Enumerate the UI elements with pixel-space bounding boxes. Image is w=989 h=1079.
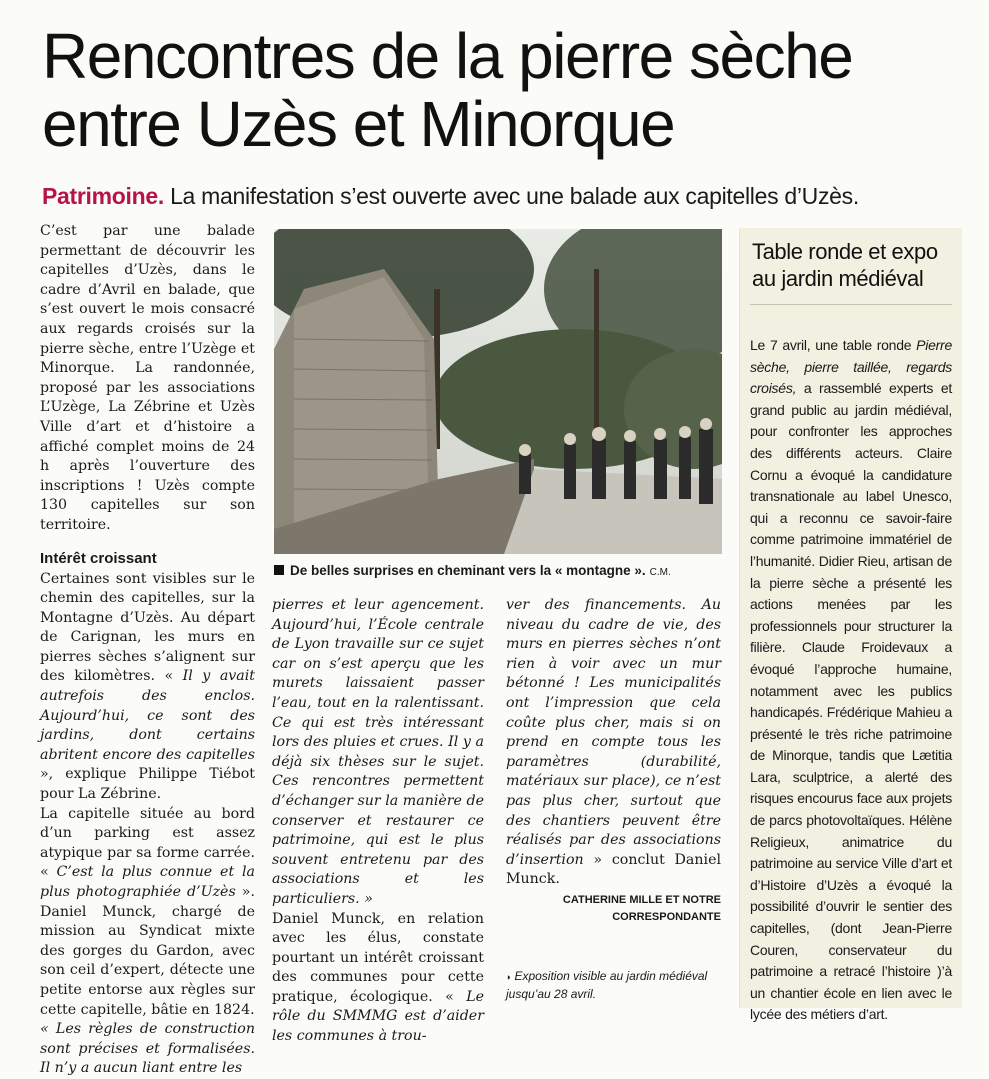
exhibition-note [506, 968, 726, 1003]
paragraph-parking [40, 805, 255, 1021]
sidebar-divider [750, 304, 952, 305]
photo-credit: C.M. [649, 567, 671, 578]
standfirst [42, 182, 972, 210]
paragraph-enclos-text: Certaines sont visibles sur le chemin des capitelles, sur la Montagne d’Uzès. Au départ de Carignan, les murs en pierres sèches s’alignent sur des kilomètres. « [40, 570, 255, 685]
body-column-2 [272, 596, 484, 1047]
quote-regles: « Les règles de construction sont précises et formalisées. Il n’y a aucun liant entre les [40, 1021, 255, 1077]
sidebar-body-intro: Le 7 avril, une table ronde [750, 337, 912, 353]
headline-line-2: entre Uzès et Minorque [42, 88, 675, 160]
sidebar-box [739, 228, 962, 1023]
quote-photographiee: C’est la plus connue et la plus photographiée d’Uzès [40, 864, 255, 900]
arrow-icon: ◗ [506, 972, 512, 982]
caption-square-icon [274, 565, 284, 575]
paragraph-conclusion: » conclut Daniel Munck. [506, 851, 721, 888]
quote-smmmg: Le rôle du SMMMG est d’aider les communes à trou- [272, 988, 485, 1045]
article-photo [274, 229, 722, 554]
caption-text: De belles surprises en cheminant vers la « montagne ». [290, 563, 646, 578]
paragraph-ecole-centrale [272, 596, 484, 910]
quote-ecole-centrale: pierres et leur agencement. Aujourd’hui, l’École centrale de Lyon travaille sur ce sujet car on s’est aperçu que les murets laissaient passer l’eau, tout en la ralentissant. Ce qui est très intéressant lors des pluies et crues. Il y a déjà six thèses sur le sujet. Ces rencontres permettent d’échanger sur la manière de conserver et restaurer ce patrimoine, qui est le plus souvent entretenu par des associations et les particuliers. » [272, 597, 484, 907]
headline-line-1: Rencontres de la pierre sèche [42, 20, 853, 92]
crosshead: Intérêt croissant [40, 549, 157, 567]
byline [506, 892, 721, 926]
sidebar-body-text: a rassemblé experts et grand public au jardin médiéval, pour confronter les approches des différents acteurs. Claire Cornu a évoqué la candidature transnationale au label Unesco, qui a reconnu ce savoir-faire comme patrimoine immatériel de l’humanité. Didier Rieu, artisan de la pierre sèche a présenté les actions menées par les professionnels pour structurer la filière. Claude Froidevaux a évoqué l’approche humaine, notamment avec les publics handicapés. Frédérique Mahieu a présenté le très riche patrimoine de Minorque, tandis que Lætitia Lara, sculptrice, a alerté des risques encourus face aux projets de parcs photovoltaïques. Hélène Religieux, animatrice du patrimoine au service Ville d’art et d’Histoire d’Uzès a évoqué la possibilité d’ouvrir le sentier des capitelles, (dont Jean-Pierre Couren, conservateur du patrimoine a retracé l’histoire )’à un chantier école en lien avec le lycée des métiers d’art. [750, 380, 952, 1023]
capitelle-photo [274, 229, 722, 554]
body-column-3 [506, 596, 721, 890]
exhibition-note-text: Exposition visible au jardin médiéval jusqu’au 28 avril. [506, 969, 708, 1001]
paragraph-regles [40, 1020, 255, 1079]
sidebar-body [750, 335, 952, 1026]
paragraph-financements [506, 596, 721, 890]
sidebar-title: Table ronde et expo au jardin médiéval [752, 239, 938, 291]
paragraph-parking-munck: ». Daniel Munck, chargé de mission au Syndicat mixte des gorges du Gardon, avec son ceil d’expert, détecte une petite entorse aux règles sur cette capitelle, bâtie en 1824. [40, 884, 255, 1018]
standfirst-text: La manifestation s’est ouverte avec une balade aux capitelles d’Uzès. [170, 183, 859, 209]
byline-line-1: CATHERINE MILLE ET NOTRE [562, 894, 721, 906]
sidebar-event-title: Pierre sèche, pierre taillée, regards croisés, [750, 337, 953, 397]
paragraph-enclos-attribution: », explique Philippe Tiébot pour La Zébrine. [40, 766, 255, 803]
quote-tiebot: Il y avait autrefois des enclos. Aujourd’hui, ce sont des jardins, dont certains abritent encore des capitelles [40, 668, 255, 763]
paragraph-intro: C’est par une balade permettant de découvrir les capitelles d’Uzès, dans le cadre d’Avril en balade, que s’est ouvert le mois consacré aux regards croisés sur la pierre sèche, entre l’Uzège et Minorque. La randonnée, proposé par les associations L’Uzège, La Zébrine et Uzès Ville d’art et d’histoire a affiché complet moins de 24 h après l’ouverture des inscriptions ! Uzès compte 130 capitelles sur son territoire. [40, 223, 255, 533]
paragraph-parking-text: La capitelle située au bord d’un parking est assez atypique par sa forme carrée. « [40, 805, 255, 881]
article-headline [42, 22, 972, 158]
photo-caption [274, 563, 724, 578]
paragraph-interet-text: Daniel Munck, en relation avec les élus, constate pourtant un intérêt croissant des communes pour cette pratique, écologique. « [272, 910, 484, 1005]
quote-financements: ver des financements. Au niveau du cadre de vie, des murs en pierres sèches n’ont rien à voir avec un mur bétonné ! Les municipalités ont l’impression que cela coûte plus cher, mais si on prend en compte tous les paramètres (durabilité, matériaux sur place), ce n’est pas plus cher, surtout que des chantiers peuvent être réalisés par des associations d’insertion [506, 597, 721, 868]
byline-line-2: CORRESPONDANTE [612, 911, 721, 923]
body-column-1 [40, 222, 255, 1079]
paragraph-enclos [40, 570, 255, 805]
rubric-label: Patrimoine. [42, 183, 164, 209]
paragraph-interet [272, 910, 484, 1047]
